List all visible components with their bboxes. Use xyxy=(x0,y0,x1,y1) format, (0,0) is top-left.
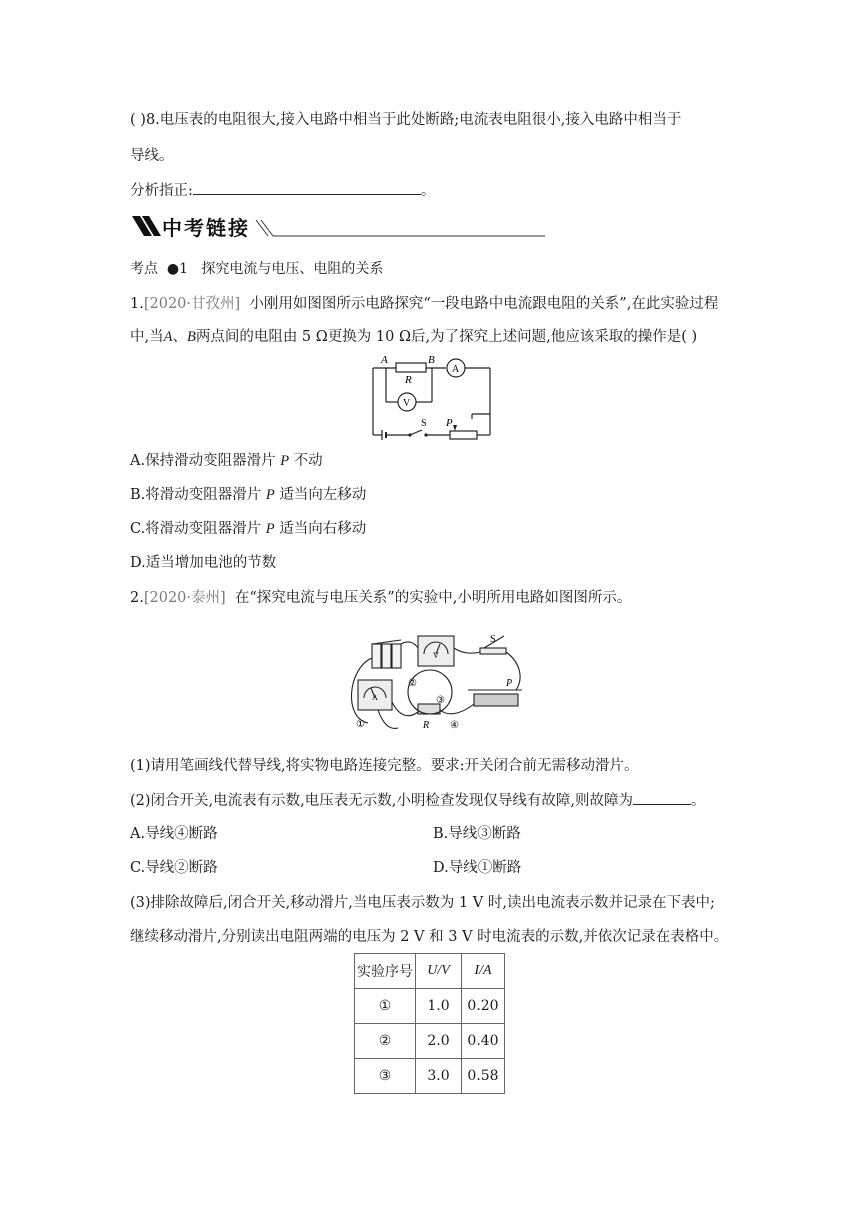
section-banner xyxy=(130,212,550,240)
svg-text:A: A xyxy=(372,693,378,702)
question-2: 2.[2020·泰州] 在“探究电流与电压关系”的实验中,小明所用电路如图图所示。 xyxy=(130,590,632,606)
question-source: [2020·甘孜州] xyxy=(143,296,241,312)
question-source: [2020·泰州] xyxy=(143,590,226,606)
sub-question-1: (1)请用笔画线代替导线,将实物电路连接完整。要求:开关闭合前无需移动滑片。 xyxy=(130,758,639,774)
sub-question-2: (2)闭合开关,电流表有示数,电压表无示数,小明检查发现仅导线有故障,则故障为 。 xyxy=(130,790,705,811)
q2-option-c[interactable]: C.导线②断路 xyxy=(130,860,218,876)
table-row: ② 2.0 0.40 xyxy=(355,1024,505,1059)
topic-title: 探究电流与电压、电阻的关系 xyxy=(201,261,384,277)
q1-option-c[interactable]: C.将滑动变阻器滑片 P 适当向右移动 xyxy=(130,521,367,537)
data-table xyxy=(354,953,505,1094)
svg-text:V: V xyxy=(433,651,439,660)
svg-text:V: V xyxy=(403,398,411,409)
svg-text:①: ① xyxy=(356,719,365,730)
svg-text:④: ④ xyxy=(450,720,459,731)
svg-text:R: R xyxy=(423,720,430,731)
banner-title: 中考链接 xyxy=(162,216,250,240)
svg-text:A: A xyxy=(452,364,460,375)
svg-text:S: S xyxy=(490,634,496,645)
analysis-label: 分析指正: xyxy=(130,183,193,199)
q1-option-b[interactable]: B.将滑动变阻器滑片 P 适当向左移动 xyxy=(130,487,367,503)
sub-question-3: (3)排除故障后,闭合开关,移动滑片,当电压表示数为 1 V 时,读出电流表示数并记录在下表中; xyxy=(130,895,715,911)
table-header-row: 实验序号 U/V I/A xyxy=(355,954,505,989)
q1-option-d[interactable]: D.适当增加电池的节数 xyxy=(130,555,277,571)
q2-option-a[interactable]: A.导线④断路 xyxy=(130,826,218,842)
table-row: ③ 3.0 0.58 xyxy=(355,1059,505,1094)
svg-text:③: ③ xyxy=(436,695,445,706)
question-1: 1.[2020·甘孜州] 小刚用如图图所示电路探究“一段电路中电流跟电阻的关系”,在此实验过程 xyxy=(130,296,719,312)
svg-text:S: S xyxy=(421,418,427,429)
svg-text:②: ② xyxy=(408,678,417,689)
svg-text:P: P xyxy=(506,678,513,689)
svg-text:A: A xyxy=(381,354,388,366)
svg-text:B: B xyxy=(428,354,435,366)
question-1-line2: 中,当A、B两点间的电阻由 5 Ω更换为 10 Ω后,为了探究上述问题,他应该采取的操作是( ) xyxy=(130,329,698,345)
table-row: ① 1.0 0.20 xyxy=(355,989,505,1024)
analysis-blank[interactable] xyxy=(193,180,421,195)
analysis-line: 分析指正: 。 xyxy=(130,180,435,201)
svg-text:R: R xyxy=(405,374,412,386)
q2-option-d[interactable]: D.导线①断路 xyxy=(433,860,522,876)
q2-option-b[interactable]: B.导线③断路 xyxy=(433,826,521,842)
topic-heading: 考点 ●1 探究电流与电压、电阻的关系 xyxy=(130,261,384,277)
sub-question-3-cont: 继续移动滑片,分别读出电阻两端的电压为 2 V 和 3 V 时电流表的示数,并依次记录在表格中。 xyxy=(130,929,729,945)
question-8 xyxy=(130,110,681,130)
sub2-answer-blank[interactable] xyxy=(633,790,691,805)
answer-paren: ( ) xyxy=(130,112,146,128)
question-8-continuation: 导线。 xyxy=(130,148,174,164)
circuit-diagram xyxy=(360,352,500,442)
svg-text:P: P xyxy=(446,417,453,429)
q1-option-a[interactable]: A.保持滑动变阻器滑片 P 不动 xyxy=(130,453,323,469)
physical-circuit-illustration xyxy=(338,628,528,738)
question-8-text: 8.电压表的电阻很大,接入电路中相当于此处断路;电流表电阻很小,接入电路中相当于 xyxy=(145,112,682,128)
